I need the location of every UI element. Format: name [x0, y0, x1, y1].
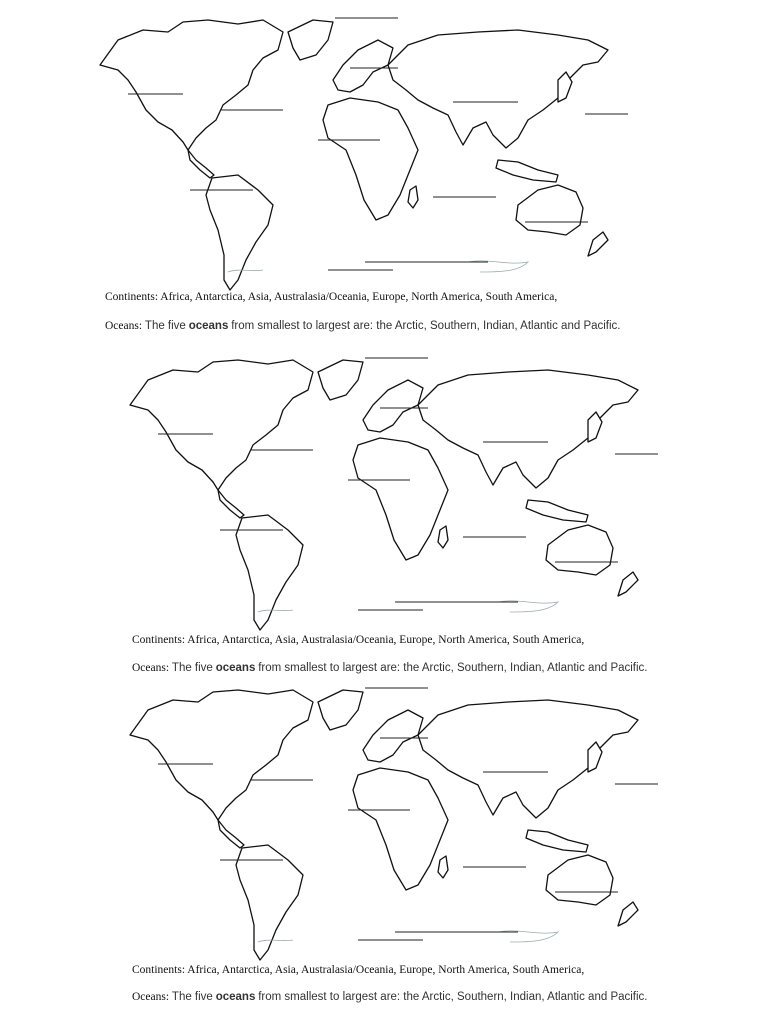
- map-panel: [118, 680, 658, 970]
- indonesia-outline: [496, 160, 558, 182]
- oceans-text-post: from smallest to largest are: the Arctic, Southern, Indian, Atlantic and Pacific.: [258, 991, 648, 1003]
- central-america-outline: [218, 490, 244, 518]
- indonesia-outline: [526, 500, 588, 522]
- worksheet-1: [0, 10, 768, 350]
- world-map: [118, 680, 658, 970]
- antarctica-ice-east: [498, 931, 558, 942]
- continents-line: [132, 634, 584, 646]
- europe-outline: [333, 40, 393, 92]
- antarctica-ice-east: [468, 261, 528, 272]
- oceans-text-post: from smallest to largest are: the Arctic, Southern, Indian, Atlantic and Pacific.: [231, 320, 621, 332]
- continents-line: [132, 964, 584, 976]
- asia-outline: [418, 370, 638, 488]
- continents-label: Continents:: [132, 634, 186, 646]
- central-america-outline: [188, 150, 214, 178]
- map-panel: [118, 350, 658, 640]
- oceans-text-pre: The five: [171, 991, 213, 1003]
- australia-outline: [516, 185, 583, 235]
- oceans-bold: oceans: [215, 662, 256, 674]
- greenland-outline: [318, 690, 363, 730]
- madagascar-outline: [438, 856, 448, 878]
- continents-label: Continents:: [132, 964, 186, 976]
- new-zealand-outline: [588, 232, 608, 256]
- africa-outline: [353, 768, 448, 890]
- oceans-text-pre: The five: [171, 662, 213, 674]
- new-zealand-outline: [618, 572, 638, 596]
- madagascar-outline: [438, 526, 448, 548]
- north-america-outline: [130, 690, 313, 820]
- world-map: [88, 10, 628, 300]
- worksheet-3: [0, 680, 768, 1020]
- oceans-text-pre: The five: [144, 320, 186, 332]
- south-america-outline: [206, 175, 273, 290]
- indonesia-outline: [526, 830, 588, 852]
- oceans-label: Oceans:: [105, 320, 143, 332]
- north-america-outline: [100, 20, 283, 150]
- antarctica-ice-east: [498, 601, 558, 612]
- continents-line: [105, 291, 557, 303]
- oceans-line: [132, 662, 648, 674]
- worksheet-2: [0, 350, 768, 690]
- world-map: [118, 350, 658, 640]
- oceans-label: Oceans:: [132, 991, 170, 1003]
- continents-list: Africa, Antarctica, Asia, Australasia/Oceania, Europe, North America, South America,: [187, 634, 585, 646]
- madagascar-outline: [408, 186, 418, 208]
- asia-outline: [388, 30, 608, 148]
- continents-label: Continents:: [105, 291, 159, 303]
- north-america-outline: [130, 360, 313, 490]
- south-america-outline: [236, 845, 303, 960]
- continents-list: Africa, Antarctica, Asia, Australasia/Oceania, Europe, North America, South America,: [187, 964, 585, 976]
- oceans-label: Oceans:: [132, 662, 170, 674]
- greenland-outline: [288, 20, 333, 60]
- australia-outline: [546, 855, 613, 905]
- continents-list: Africa, Antarctica, Asia, Australasia/Oceania, Europe, North America, South America,: [160, 291, 558, 303]
- africa-outline: [323, 98, 418, 220]
- oceans-bold: oceans: [215, 991, 256, 1003]
- new-zealand-outline: [618, 902, 638, 926]
- greenland-outline: [318, 360, 363, 400]
- australia-outline: [546, 525, 613, 575]
- central-america-outline: [218, 820, 244, 848]
- europe-outline: [363, 710, 423, 762]
- map-panel: [88, 10, 628, 300]
- oceans-line: [132, 991, 648, 1003]
- oceans-text-post: from smallest to largest are: the Arctic, Southern, Indian, Atlantic and Pacific.: [258, 662, 648, 674]
- oceans-bold: oceans: [188, 320, 229, 332]
- oceans-line: [105, 320, 621, 332]
- south-america-outline: [236, 515, 303, 630]
- europe-outline: [363, 380, 423, 432]
- africa-outline: [353, 438, 448, 560]
- asia-outline: [418, 700, 638, 818]
